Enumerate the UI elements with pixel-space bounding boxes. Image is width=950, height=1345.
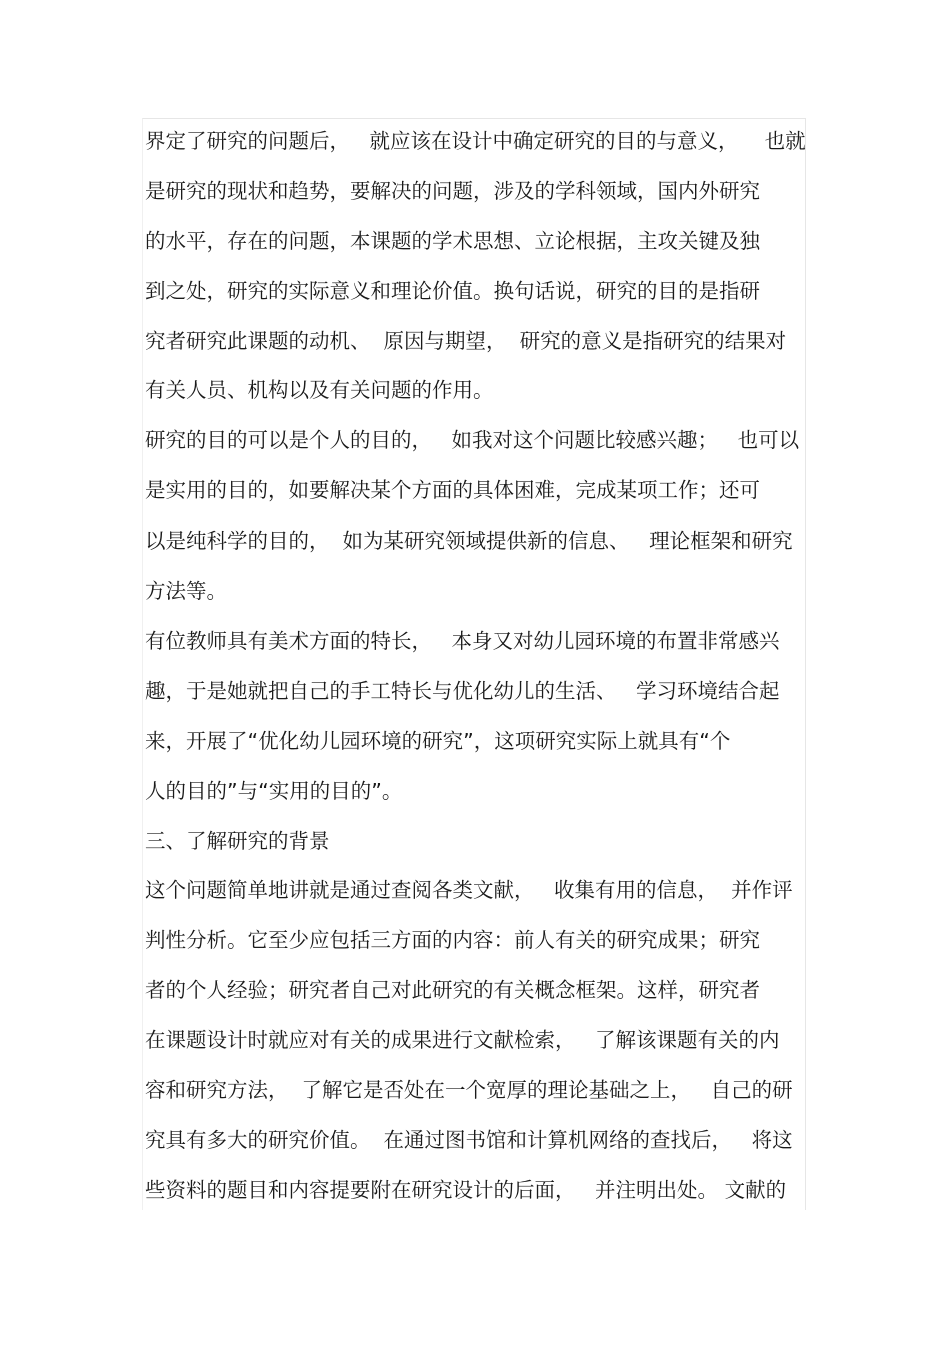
text-line: 方法等。 <box>145 579 227 603</box>
text-line: 研究的目的可以是个人的目的， 如我对这个问题比较感兴趣； 也可以 <box>145 428 800 452</box>
text-line: 容和研究方法， 了解它是否处在一个宽厚的理论基础之上， 自己的研 <box>145 1078 793 1102</box>
text-line: 以是纯科学的目的， 如为某研究领域提供新的信息、 理论框架和研究 <box>145 529 793 553</box>
text-line: 趣，于是她就把自己的手工特长与优化幼儿的生活、 学习环境结合起 <box>145 679 780 703</box>
text-line: 在课题设计时就应对有关的成果进行文献检索， 了解该课题有关的内 <box>145 1028 780 1052</box>
text-line: 到之处，研究的实际意义和理论价值。换句话说，研究的目的是指研 <box>145 279 760 303</box>
text-line: 有位教师具有美术方面的特长， 本身又对幼儿园环境的布置非常感兴 <box>145 629 780 653</box>
text-line: 界定了研究的问题后， 就应该在设计中确定研究的目的与意义， 也就 <box>145 129 806 153</box>
text-line: 是实用的目的，如要解决某个方面的具体困难，完成某项工作；还可 <box>145 478 760 502</box>
text-line: 人的目的”与“实用的目的”。 <box>145 779 403 803</box>
text-line: 是研究的现状和趋势，要解决的问题，涉及的学科领域，国内外研究 <box>145 179 760 203</box>
text-line: 究者研究此课题的动机、 原因与期望， 研究的意义是指研究的结果对 <box>145 329 787 353</box>
text-line: 判性分析。它至少应包括三方面的内容：前人有关的研究成果；研究 <box>145 928 760 952</box>
section-heading: 三、了解研究的背景 <box>145 829 330 853</box>
text-line: 些资料的题目和内容提要附在研究设计的后面， 并注明出处。 文献的 <box>145 1178 787 1202</box>
text-line: 者的个人经验；研究者自己对此研究的有关概念框架。这样，研究者 <box>145 978 760 1002</box>
text-line: 这个问题简单地讲就是通过查阅各类文献， 收集有用的信息， 并作评 <box>145 878 793 902</box>
text-line: 有关人员、机构以及有关问题的作用。 <box>145 378 494 402</box>
text-line: 究具有多大的研究价值。 在通过图书馆和计算机网络的查找后， 将这 <box>145 1128 793 1152</box>
text-line: 来，开展了“优化幼儿园环境的研究”，这项研究实际上就具有“个 <box>145 729 731 753</box>
text-line: 的水平，存在的问题，本课题的学术思想、立论根据，主攻关键及独 <box>145 229 760 253</box>
